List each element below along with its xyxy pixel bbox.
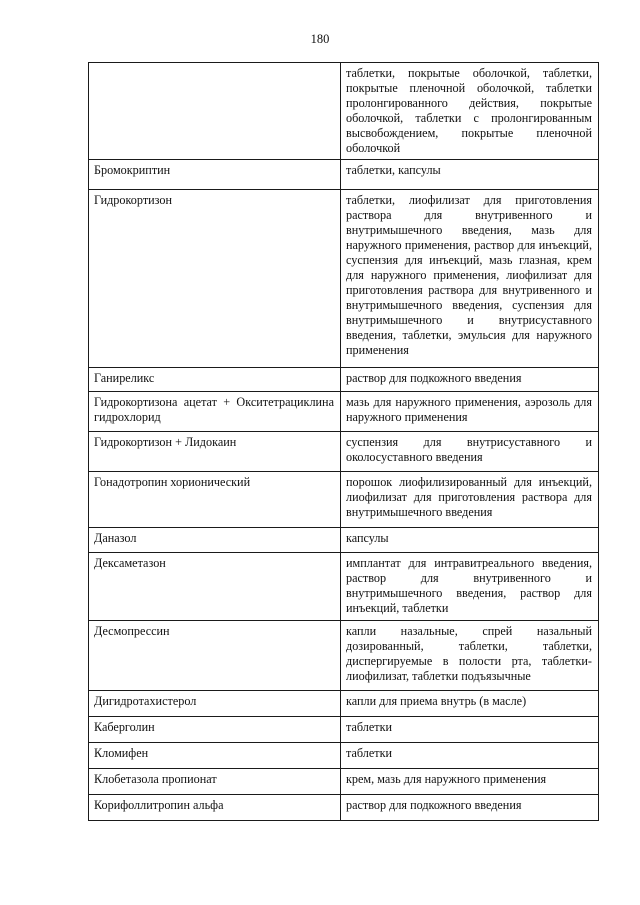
table-row: [89, 528, 599, 553]
table-row: [89, 63, 599, 160]
drug-name-cell: Корифоллитропин альфа: [89, 795, 341, 821]
drug-name-cell: Гонадотропин хорионический: [89, 472, 341, 528]
dosage-form-cell: мазь для наружного применения, аэрозоль для наружного применения: [341, 392, 599, 432]
drug-name-cell: Даназол: [89, 528, 341, 553]
dosage-form-cell: капли назальные, спрей назальный дозированный, таблетки, таблетки, диспергируемые в полости рта, таблетки-лиофилизат, таблетки подъязычные: [341, 621, 599, 691]
table-row: [89, 472, 599, 528]
table-row: [89, 190, 599, 368]
drug-name-cell: Дигидротахистерол: [89, 691, 341, 717]
drug-name-cell: Клобетазола пропионат: [89, 769, 341, 795]
page-number: 180: [310, 32, 330, 46]
dosage-form-cell: имплантат для интравитреального введения, раствор для внутривенного и внутримышечного введения, раствор для инъекций, таблетки: [341, 553, 599, 621]
drug-name-cell: Бромокриптин: [89, 160, 341, 190]
drug-table: [88, 62, 599, 821]
dosage-form-cell: раствор для подкожного введения: [341, 795, 599, 821]
drug-name-cell: Гидрокортизона ацетат + Окситетрациклина гидрохлорид: [89, 392, 341, 432]
drug-name-cell: Каберголин: [89, 717, 341, 743]
table-row: [89, 160, 599, 190]
drug-name-cell: Гидрокортизон + Лидокаин: [89, 432, 341, 472]
dosage-form-cell: таблетки: [341, 717, 599, 743]
dosage-form-cell: капсулы: [341, 528, 599, 553]
table-row: [89, 691, 599, 717]
dosage-form-cell: крем, мазь для наружного применения: [341, 769, 599, 795]
dosage-form-cell: таблетки, капсулы: [341, 160, 599, 190]
dosage-form-cell: суспензия для внутрисуставного и околосуставного введения: [341, 432, 599, 472]
dosage-form-cell: раствор для подкожного введения: [341, 368, 599, 392]
drug-name-cell: Дексаметазон: [89, 553, 341, 621]
table-row: [89, 743, 599, 769]
drug-name-cell: [89, 63, 341, 160]
table-row: [89, 553, 599, 621]
dosage-form-cell: таблетки, покрытые оболочкой, таблетки, покрытые пленочной оболочкой, таблетки пролонгированного действия, покрытые оболочкой, таблетки с пролонгированным высвобождением, покрытые пленочной оболочкой: [341, 63, 599, 160]
dosage-form-cell: порошок лиофилизированный для инъекций, лиофилизат для приготовления раствора для внутримышечного введения: [341, 472, 599, 528]
table-row: [89, 717, 599, 743]
dosage-form-cell: капли для приема внутрь (в масле): [341, 691, 599, 717]
drug-name-cell: Гидрокортизон: [89, 190, 341, 368]
drug-name-cell: Кломифен: [89, 743, 341, 769]
drug-name-cell: Ганиреликс: [89, 368, 341, 392]
dosage-form-cell: таблетки: [341, 743, 599, 769]
table-row: [89, 795, 599, 821]
drug-name-cell: Десмопрессин: [89, 621, 341, 691]
table-row: [89, 432, 599, 472]
table-row: [89, 392, 599, 432]
dosage-form-cell: таблетки, лиофилизат для приготовления раствора для внутривенного и внутримышечного введения, мазь для наружного применения, раствор для инъекций, суспензия для инъекций, мазь глазная, крем для наружного применения, лиофилизат для приготовления раствора для внутривенного и внутримышечного введения, суспензия для внутримышечного и внутрисуставного введения, таблетки, эмульсия для наружного применения: [341, 190, 599, 368]
table-row: [89, 769, 599, 795]
table-row: [89, 368, 599, 392]
table-row: [89, 621, 599, 691]
